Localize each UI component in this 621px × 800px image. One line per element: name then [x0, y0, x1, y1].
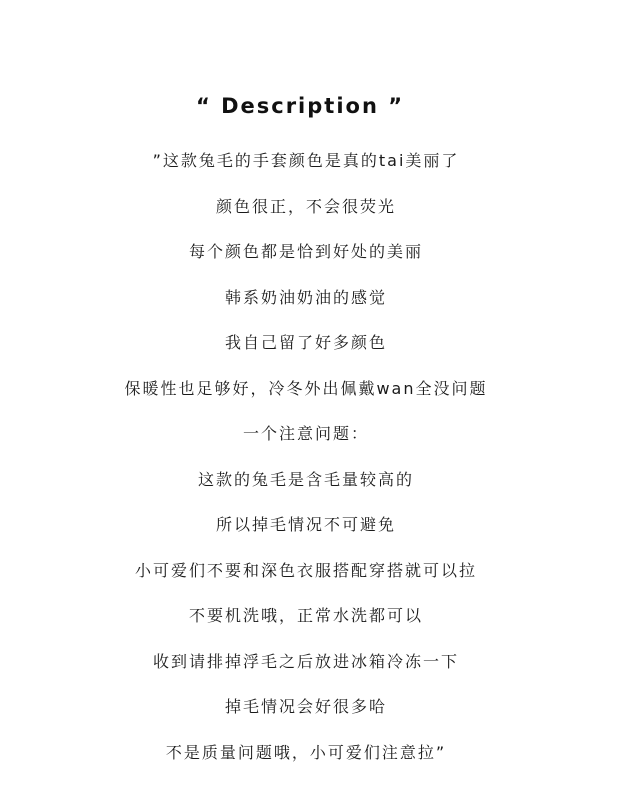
description-line: 颜色很正，不会很荧光: [215, 196, 396, 216]
description-line: 收到请排掉浮毛之后放进冰箱冷冻一下: [152, 651, 459, 671]
description-line: 掉毛情况会好很多哈: [224, 697, 387, 716]
description-text-block: [0, 146, 612, 783]
description-line: 一个注意问题：: [242, 424, 369, 443]
description-line: 我自己留了好多颜色: [224, 333, 387, 352]
description-line: 保暖性也足够好，冷冬外出佩戴wan全没问题: [124, 378, 488, 398]
description-line: 不是质量问题哦，小可爱们注意拉”: [165, 742, 447, 762]
description-line: 每个颜色都是恰到好处的美丽: [188, 242, 423, 261]
description-title: “ Description ”: [195, 94, 405, 118]
description-line: 不要机洗哦，正常水洗都可以: [188, 606, 423, 625]
description-line: 这款的兔毛是含毛量较高的: [197, 469, 414, 489]
description-line: 韩系奶油奶油的感觉: [224, 287, 387, 307]
description-line: 小可爱们不要和深色衣服搭配穿搭就可以拉: [134, 560, 477, 580]
description-line: ”这款兔毛的手套颜色是真的tai美丽了: [152, 151, 460, 170]
description-line: 所以掉毛情况不可避免: [215, 515, 396, 534]
